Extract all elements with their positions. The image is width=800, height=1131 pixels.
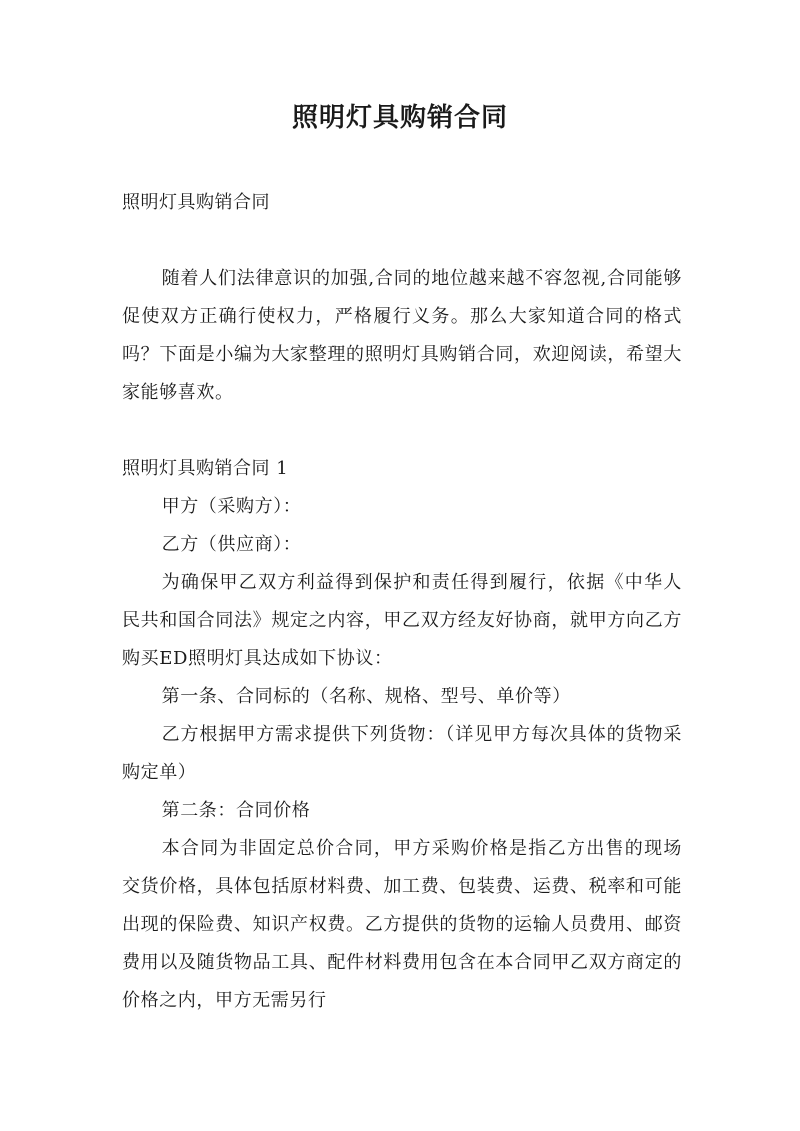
article-2-heading: 第二条：合同价格 (161, 800, 311, 821)
article-1-body: 乙方根据甲方需求提供下列货物：（详见甲方每次具体的货物采购定单） (122, 724, 682, 783)
preamble-paragraph: 为确保甲乙双方利益得到保护和责任得到履行，依据《中华人民共和国合同法》规定之内容，甲乙双方经友好协商，就甲方向乙方购买ED照明灯具达成如下协议： (122, 572, 682, 669)
article-1-heading: 第一条、合同标的（名称、规格、型号、单价等） (161, 686, 571, 707)
document-subtitle: 照明灯具购销合同 (122, 192, 270, 213)
document-body (122, 184, 682, 1020)
intro-paragraph: 随着人们法律意识的加强,合同的地位越来越不容忽视,合同能够促使双方正确行使权力，严格履行义务。那么大家知道合同的格式吗？下面是小编为大家整理的照明灯具购销合同，欢迎阅读，希望大家能够喜欢。 (122, 268, 682, 403)
section-heading: 照明灯具购销合同 1 (122, 458, 289, 479)
party-a-line: 甲方（采购方）： (161, 496, 302, 517)
document-title: 照明灯具购销合同 (291, 103, 508, 133)
article-2-body: 本合同为非固定总价合同，甲方采购价格是指乙方出售的现场交货价格，具体包括原材料费、加工费、包装费、运费、税率和可能出现的保险费、知识产权费。乙方提供的货物的运输人员费用、邮资费用以及随货物品工具、配件材料费用包含在本合同甲乙双方商定的价格之内，甲方无需另行 (122, 838, 682, 1011)
party-b-line: 乙方（供应商）： (161, 534, 302, 555)
